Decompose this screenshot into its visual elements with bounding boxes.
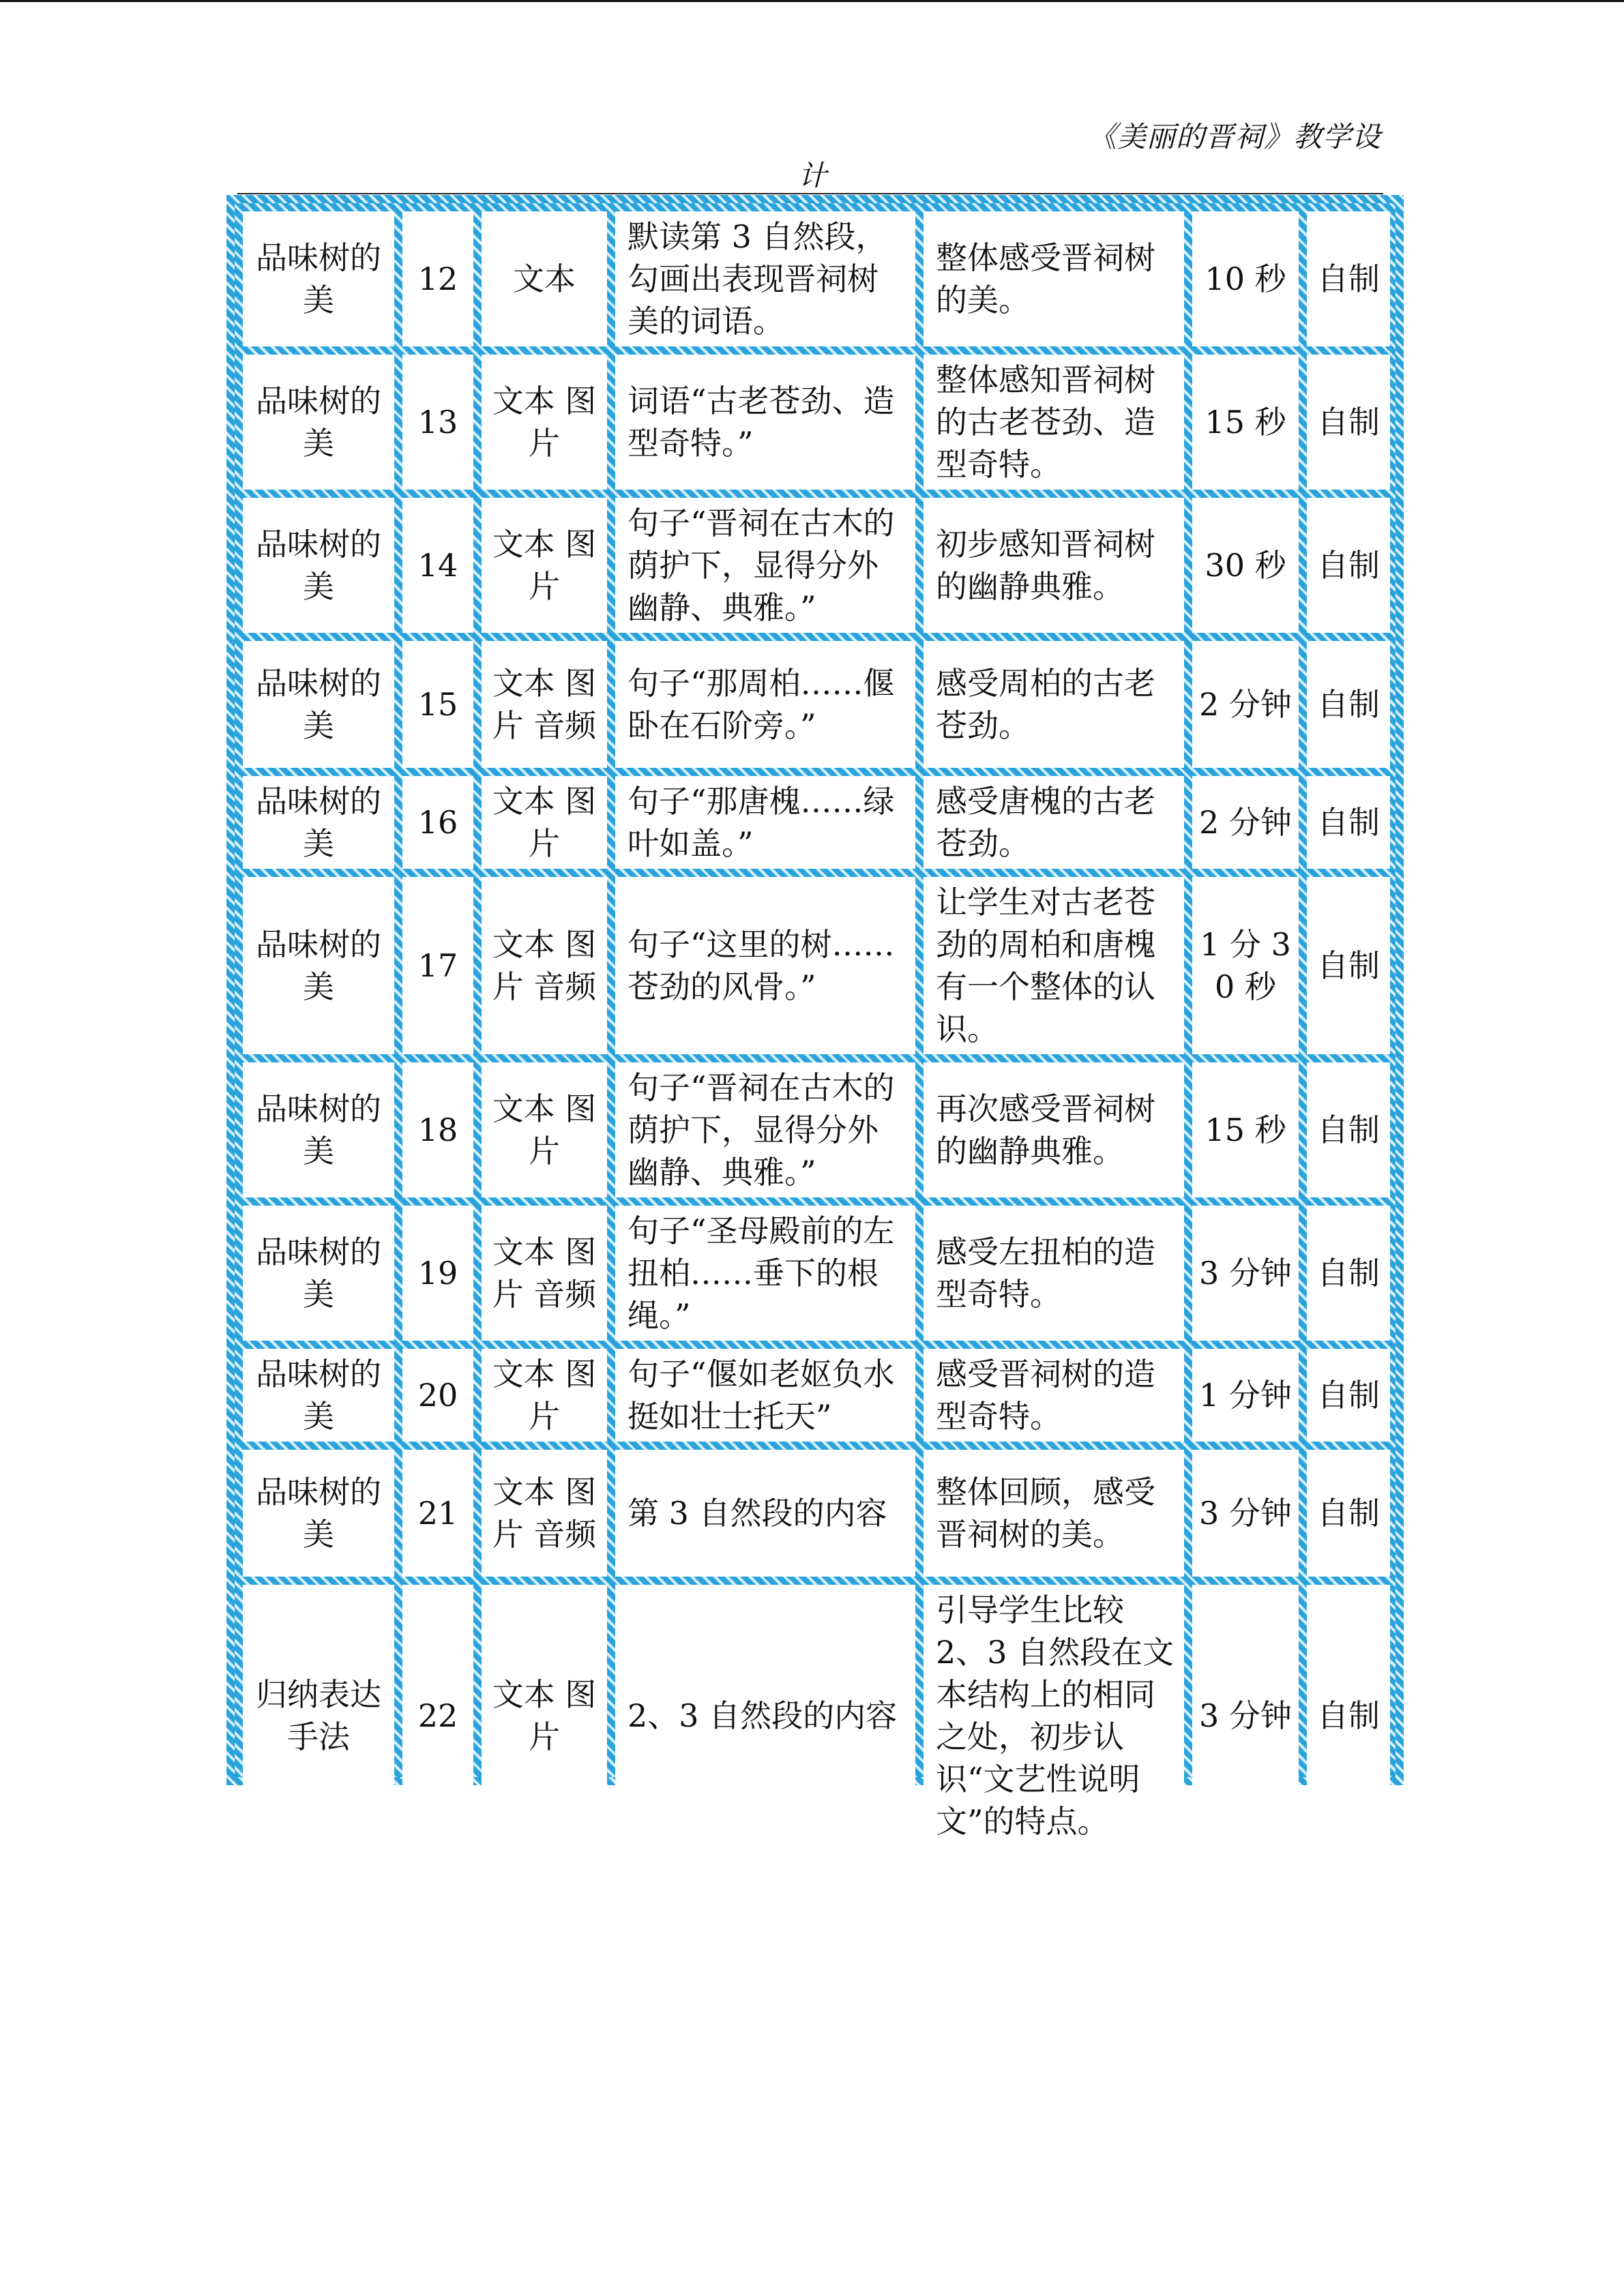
number-cell: 19 bbox=[402, 1206, 473, 1341]
page-header bbox=[0, 0, 1624, 198]
source-cell: 自制 bbox=[1307, 498, 1390, 633]
content-cell: 品味树的美 bbox=[243, 498, 394, 633]
table-row bbox=[243, 1585, 1390, 1847]
table-row bbox=[243, 1062, 1390, 1197]
time-cell: 2 分钟 bbox=[1192, 776, 1299, 869]
material-cell: 句子“偃如老妪负水 挺如壮士托天” bbox=[615, 1349, 915, 1442]
number-cell: 21 bbox=[402, 1450, 473, 1577]
table-row bbox=[243, 498, 1390, 633]
number-cell: 12 bbox=[402, 211, 473, 346]
time-cell: 1 分钟 bbox=[1192, 1349, 1299, 1442]
material-cell: 句子“这里的树……苍劲的风骨。” bbox=[615, 877, 915, 1054]
intent-cell: 整体感受晋祠树的美。 bbox=[924, 211, 1184, 346]
content-cell: 品味树的美 bbox=[243, 641, 394, 768]
time-cell: 3 分钟 bbox=[1192, 1450, 1299, 1577]
intent-cell: 让学生对古老苍劲的周柏和唐槐有一个整体的认识。 bbox=[924, 877, 1184, 1054]
time-cell: 30 秒 bbox=[1192, 498, 1299, 633]
number-cell: 16 bbox=[402, 776, 473, 869]
header-title: 《美丽的晋祠》教学设 bbox=[1088, 120, 1382, 153]
media-table bbox=[235, 203, 1398, 1855]
time-cell: 3 分钟 bbox=[1192, 1585, 1299, 1847]
table-row bbox=[243, 877, 1390, 1054]
header-title-wrap: 计 bbox=[798, 159, 827, 192]
material-cell: 第 3 自然段的内容 bbox=[615, 1450, 915, 1577]
time-cell: 10 秒 bbox=[1192, 211, 1299, 346]
media-cell: 文本 图片 bbox=[482, 1585, 607, 1847]
intent-cell: 引导学生比较 2、3 自然段在文本结构上的相同之处，初步认识“文艺性说明文”的特点。 bbox=[924, 1585, 1184, 1847]
intent-cell: 整体回顾，感受晋祠树的美。 bbox=[924, 1450, 1184, 1577]
material-cell: 句子“圣母殿前的左扭柏……垂下的根绳。” bbox=[615, 1206, 915, 1341]
intent-cell: 初步感知晋祠树的幽静典雅。 bbox=[924, 498, 1184, 633]
media-cell: 文本 图片 bbox=[482, 355, 607, 490]
content-cell: 品味树的美 bbox=[243, 211, 394, 346]
material-cell: 2、3 自然段的内容 bbox=[615, 1585, 915, 1847]
media-cell: 文本 图片 bbox=[482, 498, 607, 633]
content-cell: 归纳表达手法 bbox=[243, 1585, 394, 1847]
table-row bbox=[243, 1349, 1390, 1442]
content-cell: 品味树的美 bbox=[243, 1062, 394, 1197]
source-cell: 自制 bbox=[1307, 1349, 1390, 1442]
content-cell: 品味树的美 bbox=[243, 1349, 394, 1442]
source-cell: 自制 bbox=[1307, 877, 1390, 1054]
intent-cell: 感受周柏的古老苍劲。 bbox=[924, 641, 1184, 768]
number-cell: 14 bbox=[402, 498, 473, 633]
content-cell: 品味树的美 bbox=[243, 1450, 394, 1577]
content-cell: 品味树的美 bbox=[243, 355, 394, 490]
source-cell: 自制 bbox=[1307, 1062, 1390, 1197]
material-cell: 句子“那唐槐……绿叶如盖。” bbox=[615, 776, 915, 869]
media-cell: 文本 图片 bbox=[482, 776, 607, 869]
media-cell: 文本 图片 音频 bbox=[482, 1450, 607, 1577]
table-row bbox=[243, 776, 1390, 869]
source-cell: 自制 bbox=[1307, 1585, 1390, 1847]
material-cell: 词语“古老苍劲、造型奇特。” bbox=[615, 355, 915, 490]
source-cell: 自制 bbox=[1307, 1450, 1390, 1577]
media-cell: 文本 图片 音频 bbox=[482, 877, 607, 1054]
source-cell: 自制 bbox=[1307, 641, 1390, 768]
table-row bbox=[243, 211, 1390, 346]
material-cell: 句子“晋祠在古木的荫护下，显得分外幽静、典雅。” bbox=[615, 498, 915, 633]
material-cell: 句子“晋祠在古木的荫护下，显得分外幽静、典雅。” bbox=[615, 1062, 915, 1197]
time-cell: 15 秒 bbox=[1192, 355, 1299, 490]
source-cell: 自制 bbox=[1307, 355, 1390, 490]
intent-cell: 整体感知晋祠树的古老苍劲、造型奇特。 bbox=[924, 355, 1184, 490]
media-cell: 文本 图片 音频 bbox=[482, 1206, 607, 1341]
time-cell: 15 秒 bbox=[1192, 1062, 1299, 1197]
source-cell: 自制 bbox=[1307, 211, 1390, 346]
header-rule bbox=[237, 193, 1383, 194]
number-cell: 17 bbox=[402, 877, 473, 1054]
table-row bbox=[243, 355, 1390, 490]
intent-cell: 再次感受晋祠树的幽静典雅。 bbox=[924, 1062, 1184, 1197]
source-cell: 自制 bbox=[1307, 1206, 1390, 1341]
content-cell: 品味树的美 bbox=[243, 776, 394, 869]
media-cell: 文本 bbox=[482, 211, 607, 346]
intent-cell: 感受唐槐的古老苍劲。 bbox=[924, 776, 1184, 869]
time-cell: 2 分钟 bbox=[1192, 641, 1299, 768]
intent-cell: 感受左扭柏的造型奇特。 bbox=[924, 1206, 1184, 1341]
table-row bbox=[243, 641, 1390, 768]
media-cell: 文本 图片 音频 bbox=[482, 641, 607, 768]
table-row bbox=[243, 1450, 1390, 1577]
time-cell: 3 分钟 bbox=[1192, 1206, 1299, 1341]
time-cell: 1 分 30 秒 bbox=[1192, 877, 1299, 1054]
media-cell: 文本 图片 bbox=[482, 1062, 607, 1197]
source-cell: 自制 bbox=[1307, 776, 1390, 869]
number-cell: 13 bbox=[402, 355, 473, 490]
number-cell: 15 bbox=[402, 641, 473, 768]
material-cell: 默读第 3 自然段，勾画出表现晋祠树美的词语。 bbox=[615, 211, 915, 346]
courseware-table bbox=[226, 195, 1404, 1840]
content-cell: 品味树的美 bbox=[243, 1206, 394, 1341]
material-cell: 句子“那周柏……偃卧在石阶旁。” bbox=[615, 641, 915, 768]
intent-cell: 感受晋祠树的造型奇特。 bbox=[924, 1349, 1184, 1442]
content-cell: 品味树的美 bbox=[243, 877, 394, 1054]
media-cell: 文本 图片 bbox=[482, 1349, 607, 1442]
number-cell: 18 bbox=[402, 1062, 473, 1197]
number-cell: 20 bbox=[402, 1349, 473, 1442]
table-row bbox=[243, 1206, 1390, 1341]
number-cell: 22 bbox=[402, 1585, 473, 1847]
